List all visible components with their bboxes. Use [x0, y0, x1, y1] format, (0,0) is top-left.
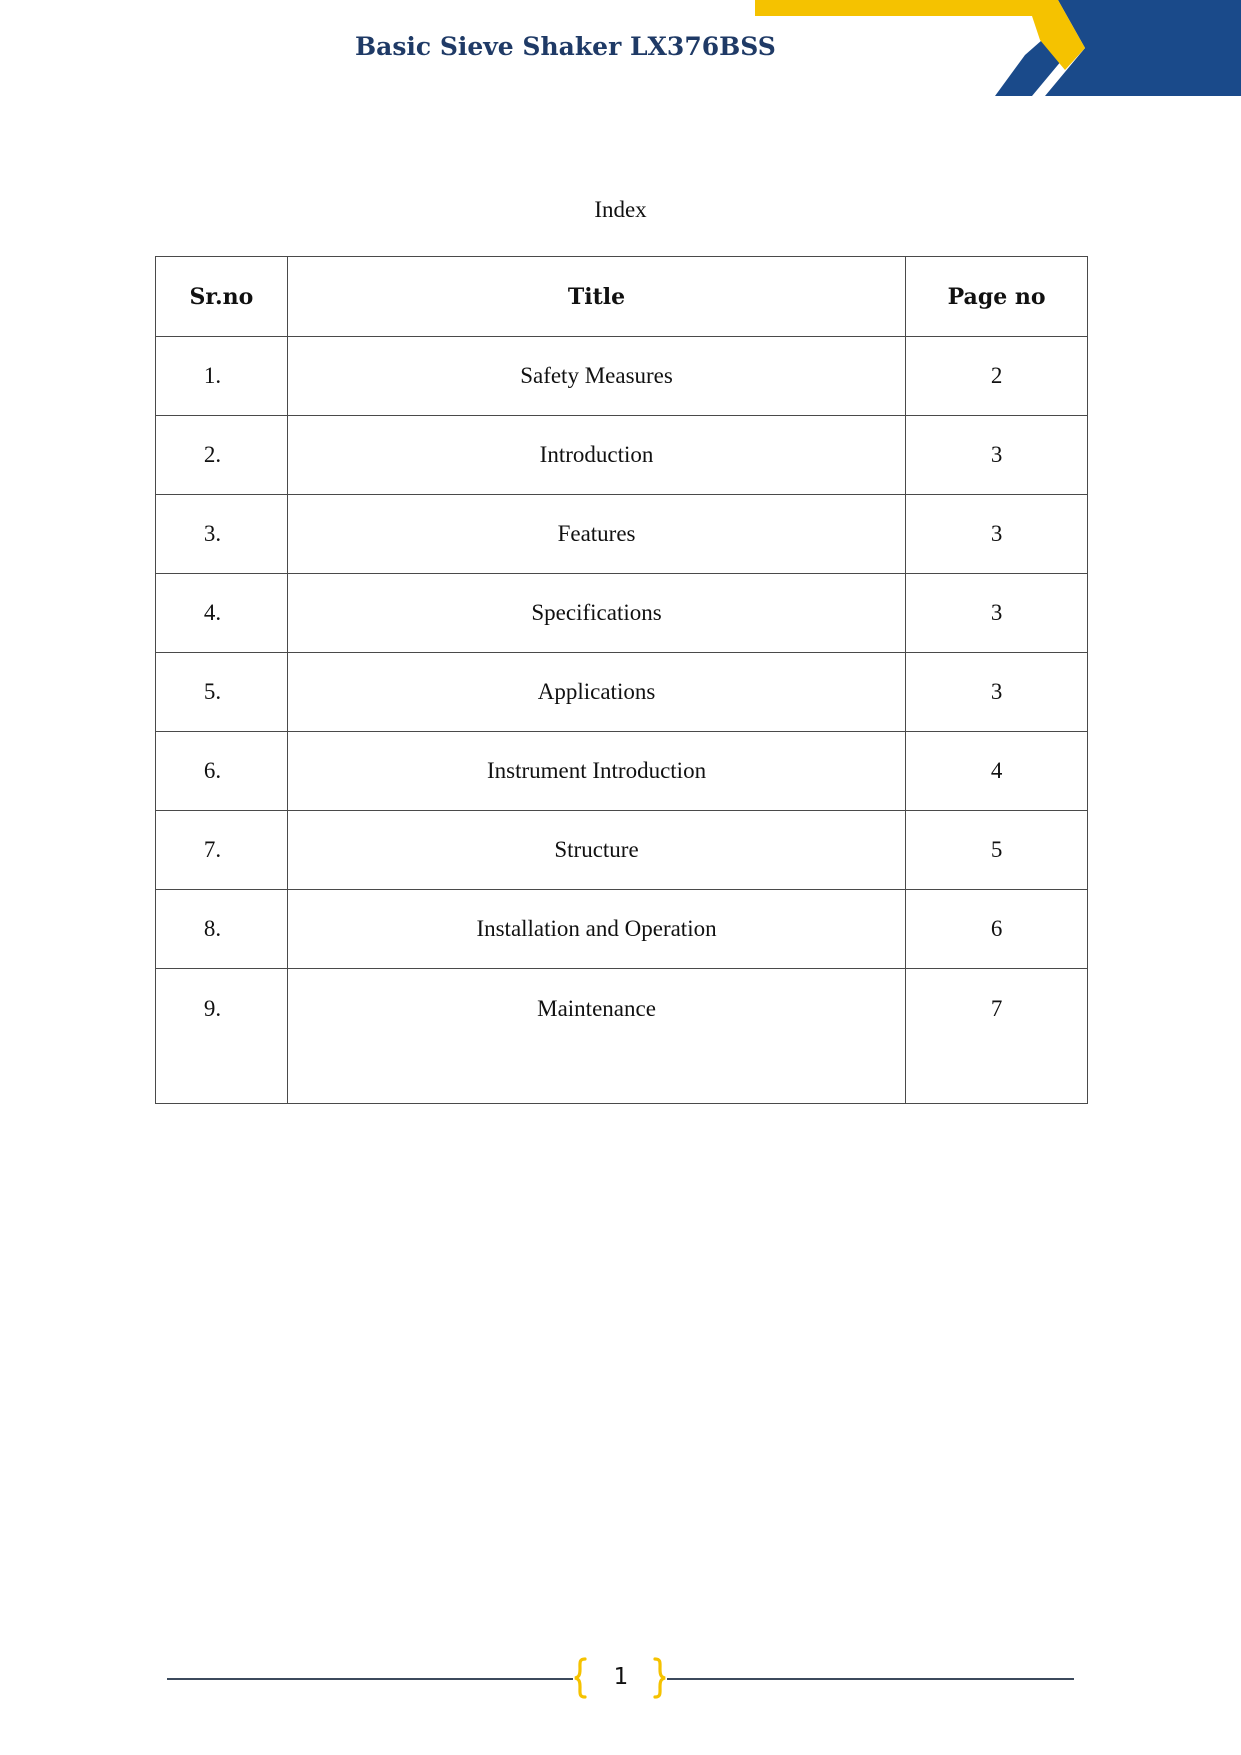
table-row — [156, 416, 1088, 495]
left-brace-icon — [573, 1657, 587, 1699]
column-header-sr-no: Sr.no — [156, 257, 288, 337]
row-title: Specifications — [287, 574, 905, 653]
row-sr-no: 9. — [156, 969, 288, 1104]
table-row — [156, 811, 1088, 890]
right-brace-icon — [653, 1657, 667, 1699]
row-sr-no: 8. — [156, 890, 288, 969]
column-header-page-no: Page no — [906, 257, 1088, 337]
row-page-no: 7 — [906, 969, 1088, 1104]
row-page-no: 4 — [906, 732, 1088, 811]
index-heading: Index — [594, 197, 647, 222]
row-page-no: 2 — [906, 337, 1088, 416]
table-row — [156, 337, 1088, 416]
row-title: Applications — [287, 653, 905, 732]
row-title: Maintenance — [287, 969, 905, 1104]
table-row — [156, 574, 1088, 653]
column-header-title: Title — [287, 257, 905, 337]
row-page-no: 5 — [906, 811, 1088, 890]
table-row — [156, 653, 1088, 732]
table-row — [156, 495, 1088, 574]
row-title: Structure — [287, 811, 905, 890]
row-sr-no: 4. — [156, 574, 288, 653]
row-title: Features — [287, 495, 905, 574]
row-title: Safety Measures — [287, 337, 905, 416]
row-sr-no: 6. — [156, 732, 288, 811]
row-sr-no: 7. — [156, 811, 288, 890]
document-title: Basic Sieve Shaker LX376BSS — [355, 32, 776, 61]
table-row — [156, 732, 1088, 811]
footer-rule-right — [667, 1678, 1074, 1680]
row-sr-no: 3. — [156, 495, 288, 574]
row-sr-no: 1. — [156, 337, 288, 416]
row-sr-no: 2. — [156, 416, 288, 495]
table-row — [156, 890, 1088, 969]
table-row — [156, 969, 1088, 1104]
footer-rule-left — [167, 1678, 573, 1680]
header-decoration — [755, 0, 1241, 96]
row-sr-no: 5. — [156, 653, 288, 732]
row-page-no: 3 — [906, 574, 1088, 653]
page-number: 1 — [613, 1664, 629, 1690]
row-page-no: 6 — [906, 890, 1088, 969]
row-title: Instrument Introduction — [287, 732, 905, 811]
index-table — [155, 256, 1088, 1104]
table-header-row — [156, 257, 1088, 337]
row-page-no: 3 — [906, 495, 1088, 574]
row-page-no: 3 — [906, 653, 1088, 732]
row-page-no: 3 — [906, 416, 1088, 495]
row-title: Installation and Operation — [287, 890, 905, 969]
row-title: Introduction — [287, 416, 905, 495]
